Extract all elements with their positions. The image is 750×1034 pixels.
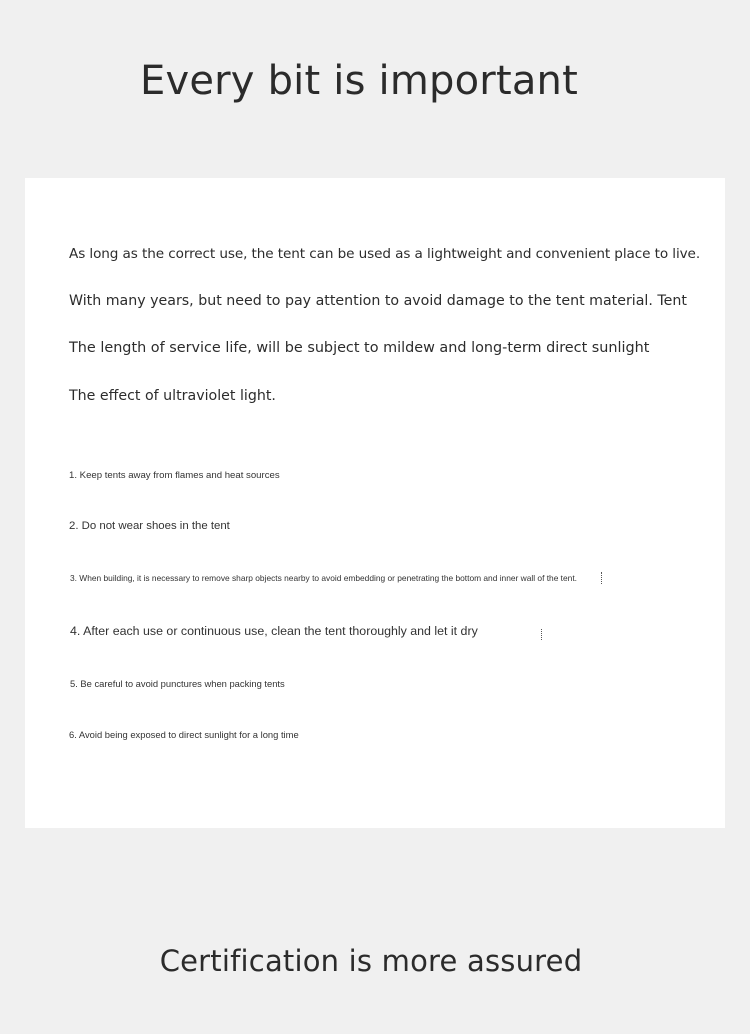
care-tip-item: 3. When building, it is necessary to remove sharp objects nearby to avoid embedding or penetrating the bottom and inner wall of the tent. — [70, 573, 577, 583]
intro-paragraph-line: The effect of ultraviolet light. — [69, 388, 276, 404]
text-cursor-mark — [541, 629, 542, 640]
certification-title: Certification is more assured — [159, 944, 583, 978]
text-cursor-mark — [601, 572, 602, 584]
care-tip-item: 2. Do not wear shoes in the tent — [69, 520, 230, 532]
care-instructions-card — [25, 178, 725, 828]
intro-paragraph-line: With many years, but need to pay attention to avoid damage to the tent material. Tent — [69, 293, 687, 309]
intro-paragraph-line: As long as the correct use, the tent can be used as a lightweight and convenient place to live. — [69, 246, 701, 262]
care-tip-item: 5. Be careful to avoid punctures when packing tents — [70, 678, 285, 689]
care-tip-item: 4. After each use or continuous use, clean the tent thoroughly and let it dry — [70, 624, 478, 638]
section-title: Every bit is important — [140, 58, 578, 104]
care-tip-item: 6. Avoid being exposed to direct sunlight for a long time — [69, 729, 299, 740]
intro-paragraph-line: The length of service life, will be subject to mildew and long-term direct sunlight — [69, 340, 650, 356]
care-tip-item: 1. Keep tents away from flames and heat sources — [69, 470, 280, 481]
